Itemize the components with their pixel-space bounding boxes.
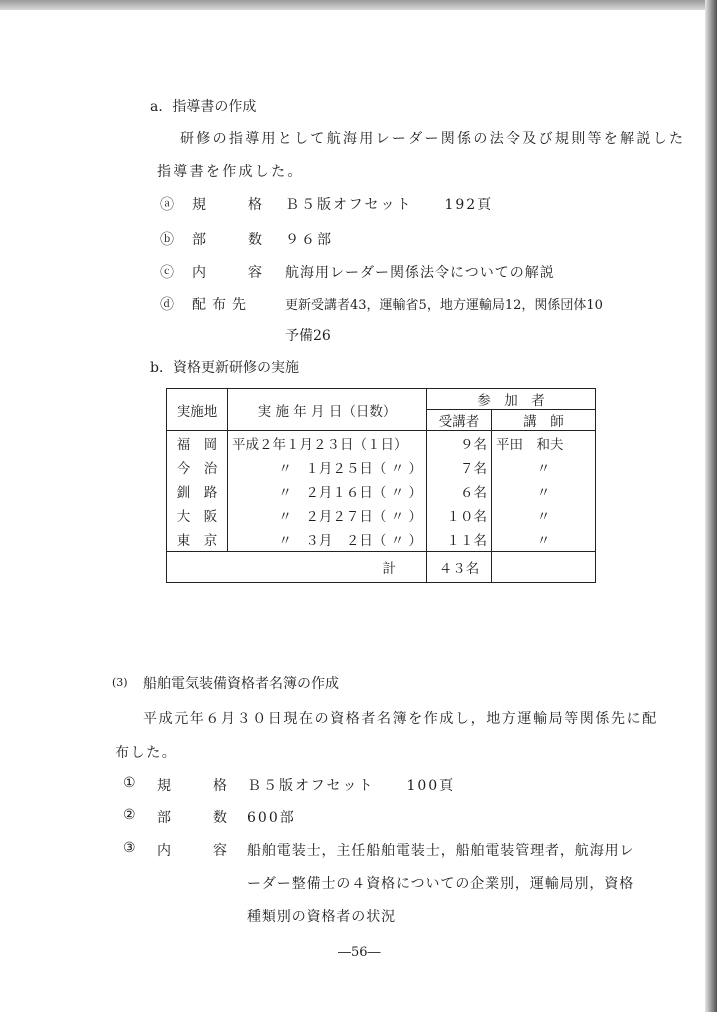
spec3-mark-2: ② <box>123 807 136 823</box>
row-instructor: 〃 <box>492 527 596 552</box>
row-date: 〃 ２月１６日（ 〃 ） <box>228 479 427 503</box>
spec-mark-d: ⓓ <box>160 297 174 313</box>
row-trainees: ６名 <box>427 479 492 503</box>
row-date: 〃 １月２５日（ 〃 ） <box>228 455 427 479</box>
row-place: 大 阪 <box>167 503 228 527</box>
table-total-row <box>167 552 596 583</box>
row-date: 平成２年１月２３日（１日） <box>228 431 427 456</box>
spec3-label-format: 規 格 <box>157 778 241 794</box>
total-label: 計 <box>167 552 427 583</box>
header-instructor: 講 師 <box>492 410 596 431</box>
spec3-value-copies: 600部 <box>247 810 296 826</box>
table-row <box>167 479 596 503</box>
spec-value-content: 航海用レーダー関係法令についての解説 <box>285 265 555 281</box>
section-b-heading: b．資格更新研修の実施 <box>150 360 299 376</box>
header-trainees: 受講者 <box>427 410 492 431</box>
spec-label-content: 内 容 <box>192 265 276 281</box>
row-date: 〃 ２月２７日（ 〃 ） <box>228 503 427 527</box>
table-row <box>167 527 596 552</box>
spec-mark-a: ⓐ <box>160 197 174 213</box>
row-place: 東 京 <box>167 527 228 552</box>
section-a-body-line2: 指導書を作成した。 <box>157 164 304 180</box>
row-trainees: ７名 <box>427 455 492 479</box>
spec-value-format: Ｂ５版オフセット 192頁 <box>285 197 494 213</box>
row-instructor: 〃 <box>492 503 596 527</box>
section-a-body-line1: 研修の指導用として航海用レーダー関係の法令及び規則等を解説した <box>180 131 686 147</box>
row-trainees: １１名 <box>427 527 492 552</box>
row-place: 福 岡 <box>167 431 228 456</box>
table-row <box>167 503 596 527</box>
spec3-mark-1: ① <box>123 775 136 791</box>
page-number: ―56― <box>338 945 381 960</box>
section-a-heading: a．指導書の作成 <box>150 99 257 115</box>
spec3-value-format: Ｂ５版オフセット 100頁 <box>247 778 456 794</box>
row-instructor: 〃 <box>492 455 596 479</box>
spec3-value-content-line3: 種類別の資格者の状況 <box>247 909 396 925</box>
row-trainees: １０名 <box>427 503 492 527</box>
total-value: ４３名 <box>427 552 492 583</box>
row-place: 釧 路 <box>167 479 228 503</box>
row-place: 今 治 <box>167 455 228 479</box>
spec3-mark-3: ③ <box>123 840 136 856</box>
spec3-value-content-line1: 船舶電装士，主任船舶電装士，船舶電装管理者，航海用レ <box>247 843 635 859</box>
spec3-label-content: 内 容 <box>157 843 241 859</box>
section-3-number: (3) <box>112 676 128 689</box>
row-trainees: ９名 <box>427 431 492 456</box>
row-instructor: 〃 <box>492 479 596 503</box>
spec-value-distribution: 更新受講者43，運輸省5，地方運輸局12，関係団体10 <box>285 298 603 313</box>
spec-value-distribution-reserve: 予備26 <box>285 328 331 344</box>
spec-mark-c: ⓒ <box>160 265 174 281</box>
section-3-body-line2: 布した。 <box>115 745 178 761</box>
header-participants: 参 加 者 <box>427 389 596 410</box>
spec-mark-b: ⓑ <box>160 232 174 248</box>
row-date: 〃 ３月 ２日（ 〃 ） <box>228 527 427 552</box>
spec-label-distribution: 配布先 <box>192 297 252 313</box>
section-3-body-line1: 平成元年６月３０日現在の資格者名簿を作成し，地方運輸局等関係先に配 <box>143 711 658 727</box>
spec3-label-copies: 部 数 <box>157 810 241 826</box>
section-3-heading: 船舶電気装備資格者名簿の作成 <box>143 676 339 692</box>
spec3-value-content-line2: ーダー整備士の４資格についての企業別，運輸局別，資格 <box>247 876 635 892</box>
table-header-row <box>167 389 596 410</box>
scan-right-edge <box>705 0 717 1012</box>
scan-top-edge <box>0 0 717 10</box>
header-place: 実施地 <box>167 389 228 431</box>
header-date: 実 施 年 月 日（日数） <box>228 389 427 431</box>
spec-label-copies: 部 数 <box>192 232 276 248</box>
table-row <box>167 431 596 456</box>
training-schedule-table <box>166 388 596 583</box>
spec-label-format: 規 格 <box>192 197 276 213</box>
spec-value-copies: ９６部 <box>285 232 333 248</box>
table-row <box>167 455 596 479</box>
row-instructor: 平田 和夫 <box>492 431 596 456</box>
